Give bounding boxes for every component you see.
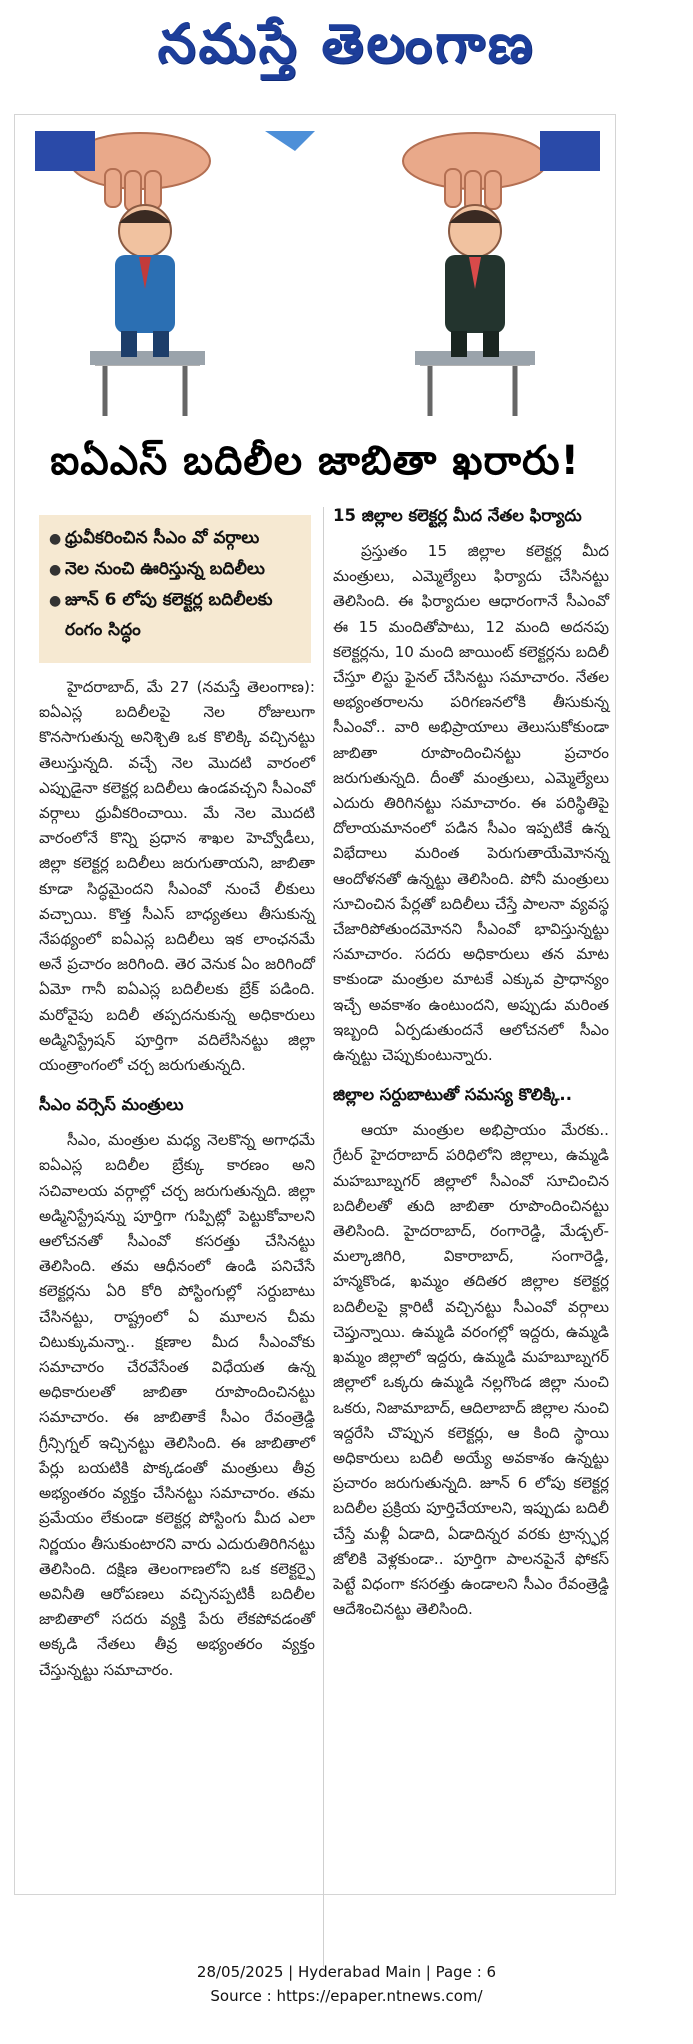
right-column [333,503,609,1622]
bullet-icon: ● [49,531,62,547]
highlights-box [39,515,311,663]
masthead [0,0,693,100]
subheading: సీఎం వర్సెస్ మంత్రులు [39,1095,184,1115]
bullet-icon: ● [49,562,62,578]
highlight-text: ధ్రువీకరించిన సీఎం వో వర్గాలు [65,528,260,548]
source-link[interactable]: Source : https://epaper.ntnews.com/ [210,1987,483,2005]
newspaper-title: నమస్తే తెలంగాణ [157,11,536,75]
highlight-item [49,523,301,554]
left-column [39,675,315,1683]
column-divider [323,507,324,1967]
bullet-icon: ● [49,593,62,609]
news-clipping [14,114,616,1895]
subheading: జిల్లాల సర్దుబాటుతో సమస్య కొలిక్కి.. [333,1085,572,1105]
page-footer [0,1960,693,2008]
highlight-item [49,585,301,645]
edition-info: 28/05/2025 | Hyderabad Main | Page : 6 [196,1963,497,1981]
subheading: 15 జిల్లాల కలెక్టర్ల మీద నేతల ఫిర్యాదు [333,506,582,525]
headline-text: ఐఏఎస్ బదిలీల జాబితా ఖరారు! [50,438,580,484]
body-paragraph: హైదరాబాద్, మే 27 (నమస్తే తెలంగాణ): ఐఏఎస్ల బదిలీలపై నెల రోజులుగా కొనసాగుతున్న అనిశ్చితి ఒక కొలిక్కి వచ్చినట్టు తెలుస్తున్నది. వచ్చే నెల మొదటి వారంలో ఎప్పుడైనా కలెక్టర్ల బదిలీలు ఉండవచ్చని సీఎంవో వర్గాలు ధ్రువీకరించాయి. మే నెల మొదటి వారంలోనే కొన్ని ప్రధాన శాఖల హెచ్వోడీలు, జిల్లా కలెక్టర్ల బదిలీలు జరుగుతాయని, జాబితా కూడా సిద్ధమైందని సీఎంవో నుంచే లీకులు వచ్చాయి. కొత్త సీఎస్ బాధ్యతలు తీసుకున్న నేపథ్యంలో ఐఏఎస్ల బదిలీలు ఇక లాంఛనమే అనే ప్రచారం జరిగింది. తెర వెనుక ఏం జరిగిందో ఏమో గానీ ఐఏఎస్ల బదిలీలకు బ్రేక్ పడింది. మరోవైపు బదిలీ తప్పదనుకున్న అధికారులు అడ్మినిస్ట్రేషన్ పూర్తిగా వదిలేసినట్టు జిల్లా యంత్రాంగంలో చర్చ జరుగుతున్నది. [39,678,315,1075]
highlight-text: జూన్ 6 లోపు కలెక్టర్ల బదిలీలకు రంగం సిద్ధం [65,590,273,640]
cartoon-illustration [35,131,600,421]
body-paragraph: ఆయా మంత్రుల అభిప్రాయం మేరకు.. గ్రేటర్ హైదరాబాద్ పరిధిలోని జిల్లాలు, ఉమ్మడి మహబూబ్నగర్ జిల్లాలో సీఎంవో సూచించిన బదిలీలతో తుది జాబితా రూపొందించినట్టు తెలిసింది. హైదరాబాద్, రంగారెడ్డి, మేడ్చల్-మల్కాజిగిరి, వికారాబాద్, సంగారెడ్డి, హన్మకొండ, ఖమ్మం తదితర జిల్లాల కలెక్టర్ల బదిలీలపై క్లారిటీ వచ్చినట్టు సీఎంవో వర్గాలు చెప్తున్నాయి. ఉమ్మడి వరంగల్లో ఇద్దరు, ఉమ్మడి ఖమ్మం జిల్లాలో ఇద్దరు, ఉమ్మడి మహబూబ్నగర్ జిల్లాలో ఒక్కరు ఉమ్మడి నల్లగొండ జిల్లా నుంచి ఒకరు, నిజామాబాద్, ఆదిలాబాద్ జిల్లాల నుంచి ఇద్దరేసి చొప్పున కలెక్టర్లు, ఆ కింది స్థాయి అధికారులు బదిలీ అయ్యే అవకాశం ఉన్నట్టు ప్రచారం జరుగుతున్నది. జూన్ 6 లోపు కలెక్టర్ల బదిలీల ప్రక్రియ పూర్తిచేయాలని, ఇప్పుడు బదిలీ చేస్తే మళ్లీ ఏడాది, ఏడాదిన్నర వరకు ట్రాన్స్ఫర్ల జోలికి వెళ్లకుండా.. పూర్తిగా పాలనపైనే ఫోకస్ పెట్టే విధంగా కసరత్తు ఉండాలని సీఎం రేవంత్రెడ్డి ఆదేశించినట్టు తెలిసింది. [333,1121,609,1619]
body-paragraph: సీఎం, మంత్రుల మధ్య నెలకొన్న అగాధమే ఐఏఎస్ల బదిలీల బ్రేక్కు కారణం అని సచివాలయ వర్గాల్లో చర్చ జరుగుతున్నది. జిల్లా అడ్మినిస్ట్రేషన్ను పూర్తిగా గుప్పిట్లో పెట్టుకోవాలని ఆలోచనతో సీఎంవో కసరత్తు చేసినట్టు తెలిసింది. తమ ఆధీనంలో ఉండి పనిచేసే కలెక్టర్లను ఏరి కోరి పోస్టింగుల్లో సర్దుబాటు చేసినట్టు, రాష్ట్రంలో ఏ మూలన చీమ చిటుక్కుమన్నా.. క్షణాల మీద సీఎంవోకు సమాచారం చేరవేసేంత విధేయత ఉన్న అధికారులతో జాబితా రూపొందించినట్టు సమాచారం. ఈ జాబితాకే సీఎం రేవంత్రెడ్డి గ్రీన్సిగ్నల్ ఇచ్చినట్టు తెలిసింది. ఈ జాబితాలో పేర్లు బయటికి పొక్కడంతో మంత్రులు తీవ్ర అభ్యంతరం వ్యక్తం చేసినట్టు సమాచారం. తమ ప్రమేయం లేకుండా కలెక్టర్ల పోస్టింగు మీద ఎలా నిర్ణయం తీసుకుంటారని వారు ఎదురుతిరిగినట్టు తెలిసింది. దక్షిణ తెలంగాణలోని ఒక కలెక్టర్పై అవినీతి ఆరోపణలు వచ్చినప్పటికీ బదిలీల జాబితాలో సదరు వ్యక్తి పేరు లేకపోవడంతో అక్కడి నేతలు తీవ్ర అభ్యంతరం వ్యక్తం చేస్తున్నట్టు సమాచారం. [39,1131,315,1679]
highlight-text: నెల నుంచి ఊరిస్తున్న బదిలీలు [65,559,265,579]
highlight-item [49,554,301,585]
body-paragraph: ప్రస్తుతం 15 జిల్లాల కలెక్టర్ల మీద మంత్రులు, ఎమ్మెల్యేలు ఫిర్యాదు చేసినట్టు తెలిసింది. ఈ ఫిర్యాదుల ఆధారంగానే సీఎంవో ఈ 15 మందితోపాటు, 12 మంది అదనపు కలెక్టర్లను, 10 మంది జాయింట్ కలెక్టర్లను బదిలీ చేస్తూ లిస్టు ఫైనల్ చేసినట్టు సమాచారం. నేతల అభ్యంతరాలను పరిగణనలోకి తీసుకున్న సీఎంవో.. వారి అభిప్రాయాలు తెలుసుకోకుండా జాబితా రూపొందించినట్టు ప్రచారం జరుగుతున్నది. దీంతో మంత్రులు, ఎమ్మెల్యేలు ఎదురు తిరిగినట్టు సమాచారం. ఈ పరిస్థితిపై దోలాయమానంలో పడిన సీఎం ఇప్పటికే ఉన్న విభేదాలు మరింత పెరుగుతాయేమోనన్న ఆందోళనతో ఉన్నట్టు తెలిసింది. పోనీ మంత్రులు సూచించిన పేర్లతో బదిలీలు చేస్తే పాలనా వ్యవస్థ చేజారిపోతుందమోనని సీఎంవో భావిస్తున్నట్టు సమాచారం. సదరు అధికారులు తన మాట కాకుండా మంత్రుల మాటకే ఎక్కువ ప్రాధాన్యం ఇచ్చే అవకాశం ఉంటుందని, అప్పుడు మరింత ఇబ్బంది ఏర్పడుతుందనే ఆలోచనలో సీఎం ఉన్నట్టు చెప్పుకుంటున్నారు. [333,542,609,1065]
article-headline [21,435,609,497]
